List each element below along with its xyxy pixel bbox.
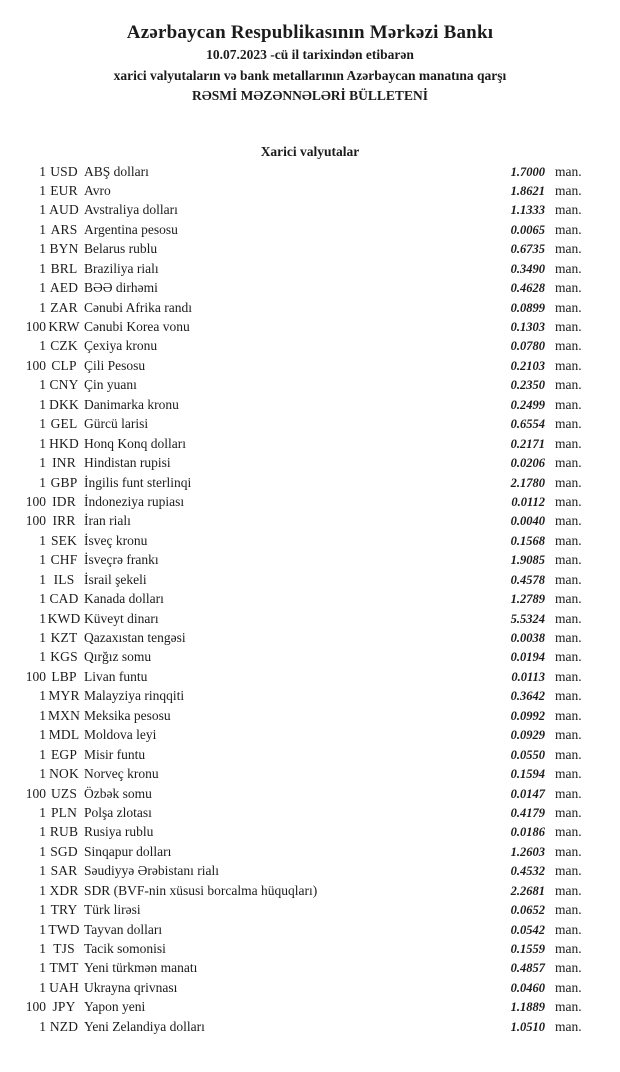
currency-name: Avro: [84, 182, 111, 198]
rate-row: [0, 358, 620, 377]
currency-name: Polşa zlotası: [84, 804, 152, 820]
quantity-value: 1: [39, 532, 46, 548]
currency-code: USD: [50, 163, 78, 179]
rate-row: [0, 494, 620, 513]
unit-label: man.: [555, 727, 582, 743]
quantity-value: 1: [39, 1018, 46, 1034]
rate-value: 0.2171: [510, 436, 545, 451]
rate-value: 0.2350: [510, 378, 545, 393]
currency-code: KWD: [47, 610, 81, 626]
unit-label: man.: [555, 941, 582, 956]
rate-value: 0.1594: [510, 767, 545, 782]
quantity-value: 1: [39, 571, 46, 587]
quantity-value: 1: [39, 824, 46, 840]
rate-value: 0.0147: [510, 786, 545, 801]
rate-row: [0, 591, 620, 610]
quantity-value: 1: [39, 552, 46, 568]
rate-value: 0.4179: [510, 805, 545, 820]
currency-code: KRW: [48, 319, 80, 334]
rate-value: 0.0112: [511, 494, 545, 509]
currency-name: Rusiya rublu: [84, 824, 154, 840]
rate-value: 0.3642: [510, 689, 545, 704]
rate-value: 1.9085: [510, 553, 545, 568]
quantity-value: 1: [39, 416, 46, 432]
unit-label: man.: [555, 610, 582, 626]
rate-value: 0.0652: [510, 903, 545, 918]
rate-row: [0, 999, 620, 1018]
currency-name: Belarus rublu: [84, 241, 158, 257]
rate-value: 0.0542: [510, 922, 545, 937]
currency-name: Cənubi Afrika randı: [84, 299, 192, 315]
quantity-value: 100: [25, 668, 46, 684]
rate-row: [0, 669, 620, 688]
document-header: [0, 0, 620, 107]
currency-code: MXN: [47, 707, 81, 723]
currency-code: CLP: [51, 357, 77, 373]
unit-label: man.: [555, 979, 582, 995]
quantity-value: 1: [39, 163, 46, 179]
currency-code: RUB: [49, 824, 79, 840]
currency-code: GBP: [50, 474, 78, 490]
unit-label: man.: [555, 824, 582, 840]
currency-name: Çin yuanı: [84, 377, 137, 393]
currency-code: JPY: [52, 999, 76, 1015]
currency-name: Argentina pesosu: [84, 221, 178, 237]
rate-row: [0, 941, 620, 960]
rate-row: [0, 475, 620, 494]
unit-label: man.: [555, 319, 582, 334]
currency-name: İsveç kronu: [84, 532, 148, 548]
currency-name: Honq Konq dolları: [84, 435, 186, 451]
unit-label: man.: [555, 591, 582, 607]
currency-code: IDR: [52, 493, 76, 509]
currency-name: SDR (BVF-nin xüsusi borcalma hüquqları): [84, 882, 318, 898]
unit-label: man.: [555, 766, 582, 782]
quantity-value: 1: [39, 921, 46, 937]
rate-row: [0, 280, 620, 299]
rate-value: 0.4578: [510, 572, 545, 587]
unit-label: man.: [555, 299, 582, 315]
currency-code: CHF: [50, 552, 78, 568]
rate-row: [0, 436, 620, 455]
rate-value: 0.0206: [510, 456, 545, 471]
currency-code: LBP: [51, 668, 77, 684]
unit-label: man.: [555, 921, 582, 937]
subtitle-line: xarici valyutaların və bank metallarının Azərbaycan manatına qarşı: [113, 67, 507, 83]
currency-name: Kanada dolları: [84, 591, 164, 607]
currency-name: Tayvan dolları: [84, 921, 163, 937]
currency-name: Yeni Zelandiya dolları: [84, 1018, 205, 1034]
quantity-value: 100: [25, 513, 46, 529]
currency-name: Səudiyyə Ərəbistanı rialı: [84, 863, 219, 879]
unit-label: man.: [555, 474, 582, 490]
quantity-value: 1: [39, 455, 46, 471]
unit-label: man.: [555, 1018, 582, 1034]
quantity-value: 1: [39, 260, 46, 276]
currency-code: TJS: [53, 941, 75, 956]
currency-name: İsveçrə frankı: [84, 552, 159, 568]
unit-label: man.: [555, 882, 582, 898]
unit-label: man.: [555, 357, 582, 373]
rate-row: [0, 805, 620, 824]
rate-value: 2.2681: [510, 883, 545, 898]
currency-code: BRL: [50, 260, 78, 276]
quantity-value: 1: [39, 435, 46, 451]
quantity-value: 1: [39, 396, 46, 412]
currency-name: Malayziya rinqqiti: [84, 688, 185, 704]
rate-row: [0, 572, 620, 591]
currency-name: Braziliya rialı: [84, 260, 159, 276]
currency-code: CNY: [49, 377, 79, 393]
rate-value: 0.4628: [510, 281, 545, 296]
rate-row: [0, 241, 620, 260]
currency-code: UZS: [50, 785, 78, 801]
quantity-value: 1: [39, 299, 46, 315]
currency-code: INR: [52, 455, 76, 471]
currency-name: Qırğız somu: [84, 649, 152, 665]
unit-label: man.: [555, 182, 582, 198]
quantity-value: 1: [39, 610, 46, 626]
currency-name: Gürcü larisi: [84, 416, 149, 432]
currency-code: NOK: [49, 766, 79, 782]
rate-value: 5.5324: [510, 611, 545, 626]
rate-row: [0, 883, 620, 902]
currency-code: MYR: [48, 688, 80, 704]
quantity-value: 1: [39, 377, 46, 393]
unit-label: man.: [555, 804, 582, 820]
quantity-value: 1: [39, 338, 46, 354]
quantity-value: 1: [39, 241, 46, 257]
currency-code: CZK: [50, 338, 78, 354]
currency-name: Norveç kronu: [84, 766, 159, 782]
rate-row: [0, 1019, 620, 1038]
currency-name: Tacik somonisi: [84, 941, 166, 956]
currency-name: Yapon yeni: [84, 999, 146, 1015]
rate-value: 0.0929: [510, 728, 545, 743]
currency-code: KGS: [50, 649, 78, 665]
quantity-value: 1: [39, 804, 46, 820]
rate-value: 0.0040: [510, 514, 545, 529]
currency-code: ARS: [50, 221, 78, 237]
rate-value: 0.0186: [510, 825, 545, 840]
currency-code: IRR: [52, 513, 76, 529]
unit-label: man.: [555, 902, 582, 918]
unit-label: man.: [555, 649, 582, 665]
unit-label: man.: [555, 532, 582, 548]
bulletin-title: RƏSMİ MƏZƏNNƏLƏRİ BÜLLETENİ: [192, 88, 428, 103]
rate-value: 0.0460: [510, 980, 545, 995]
currency-name: BƏƏ dirhəmi: [84, 280, 158, 296]
unit-label: man.: [555, 999, 582, 1015]
currency-name: Livan funtu: [84, 668, 148, 684]
quantity-value: 1: [39, 707, 46, 723]
rate-row: [0, 533, 620, 552]
rate-row: [0, 844, 620, 863]
rate-value: 0.1568: [510, 533, 545, 548]
currency-name: İngilis funt sterlinqi: [84, 474, 192, 490]
unit-label: man.: [555, 455, 582, 471]
currency-code: CAD: [49, 591, 79, 607]
quantity-value: 1: [39, 280, 46, 296]
currency-name: Özbək somu: [84, 785, 152, 801]
quantity-value: 1: [39, 941, 46, 956]
unit-label: man.: [555, 630, 582, 645]
currency-name: Ukrayna qrivnası: [84, 979, 178, 995]
rate-row: [0, 824, 620, 843]
unit-label: man.: [555, 493, 582, 509]
unit-label: man.: [555, 202, 582, 218]
rate-row: [0, 902, 620, 921]
rate-row: [0, 377, 620, 396]
rate-value: 1.2603: [510, 844, 545, 859]
rate-value: 0.4857: [510, 961, 545, 976]
rate-row: [0, 649, 620, 668]
quantity-value: 100: [25, 493, 46, 509]
rate-row: [0, 261, 620, 280]
quantity-value: 1: [39, 649, 46, 665]
currency-name: ABŞ dolları: [84, 163, 149, 179]
unit-label: man.: [555, 416, 582, 432]
quantity-value: 1: [39, 688, 46, 704]
currency-name: Küveyt dinarı: [84, 610, 159, 626]
quantity-value: 1: [39, 902, 46, 918]
quantity-value: 1: [39, 979, 46, 995]
unit-label: man.: [555, 960, 582, 976]
unit-label: man.: [555, 571, 582, 587]
currency-code: GEL: [50, 416, 78, 432]
currency-name: Çexiya kronu: [84, 338, 158, 354]
rate-row: [0, 747, 620, 766]
unit-label: man.: [555, 377, 582, 393]
currency-name: Cənubi Korea vonu: [84, 319, 190, 334]
quantity-value: 1: [39, 591, 46, 607]
rate-row: [0, 708, 620, 727]
unit-label: man.: [555, 163, 582, 179]
currency-code: HKD: [49, 435, 79, 451]
rate-value: 0.0194: [510, 650, 545, 665]
rate-row: [0, 455, 620, 474]
quantity-value: 1: [39, 960, 46, 976]
currency-name: Yeni türkmən manatı: [84, 960, 198, 976]
quantity-value: 1: [39, 882, 46, 898]
currency-name: Avstraliya dolları: [84, 202, 178, 218]
currency-code: SGD: [50, 843, 78, 859]
unit-label: man.: [555, 221, 582, 237]
rate-value: 0.1303: [510, 320, 545, 334]
unit-label: man.: [555, 785, 582, 801]
currency-name: Hindistan rupisi: [84, 455, 171, 471]
rate-value: 1.7000: [510, 164, 545, 179]
rate-value: 0.0899: [510, 300, 545, 315]
quantity-value: 100: [25, 785, 46, 801]
unit-label: man.: [555, 668, 582, 684]
rate-value: 1.8621: [510, 183, 545, 198]
rate-value: 0.1559: [510, 942, 545, 956]
currency-name: Çili Pesosu: [84, 357, 146, 373]
rate-value: 0.3490: [510, 261, 545, 276]
unit-label: man.: [555, 843, 582, 859]
currency-code: SEK: [50, 532, 78, 548]
rate-row: [0, 338, 620, 357]
rate-row: [0, 960, 620, 979]
rate-row: [0, 552, 620, 571]
rate-row: [0, 319, 620, 338]
currency-code: PLN: [50, 804, 78, 820]
currency-name: Sinqapur dolları: [84, 843, 172, 859]
currency-code: TRY: [50, 902, 78, 918]
unit-label: man.: [555, 513, 582, 529]
currency-code: TMT: [49, 960, 79, 976]
rate-value: 0.6554: [510, 417, 545, 432]
rate-row: [0, 513, 620, 532]
quantity-value: 1: [39, 474, 46, 490]
rate-value: 1.2789: [510, 592, 545, 607]
quantity-value: 100: [25, 319, 46, 334]
rate-value: 0.0038: [510, 631, 545, 645]
currency-name: Danimarka kronu: [84, 396, 179, 412]
quantity-value: 1: [39, 863, 46, 879]
rate-row: [0, 688, 620, 707]
currency-name: İsrail şekeli: [84, 571, 147, 587]
rate-row: [0, 630, 620, 649]
currency-code: ZAR: [50, 299, 78, 315]
rate-value: 0.2103: [510, 358, 545, 373]
quantity-value: 1: [39, 202, 46, 218]
currency-code: KZT: [50, 630, 78, 645]
currency-code: AUD: [49, 202, 79, 218]
quantity-value: 1: [39, 182, 46, 198]
bank-name-title: Azərbaycan Respublikasının Mərkəzi Bankı: [126, 22, 494, 43]
currency-code: ILS: [53, 571, 75, 587]
currency-code: SAR: [50, 863, 78, 879]
rate-value: 1.1333: [510, 203, 545, 218]
quantity-value: 1: [39, 727, 46, 743]
rate-row: [0, 611, 620, 630]
quantity-value: 1: [39, 843, 46, 859]
currency-name: Türk lirəsi: [84, 902, 141, 918]
quantity-value: 1: [39, 766, 46, 782]
rates-table: [0, 164, 620, 1039]
unit-label: man.: [555, 280, 582, 296]
quantity-value: 1: [39, 746, 46, 762]
unit-label: man.: [555, 863, 582, 879]
effective-date-line: 10.07.2023 -cü il tarixindən etibarən: [206, 47, 414, 62]
currency-code: UAH: [49, 979, 79, 995]
unit-label: man.: [555, 746, 582, 762]
unit-label: man.: [555, 688, 582, 704]
rate-row: [0, 183, 620, 202]
unit-label: man.: [555, 435, 582, 451]
currency-name: Moldova leyi: [84, 727, 157, 743]
currency-name: Meksika pesosu: [84, 707, 171, 723]
rate-row: [0, 922, 620, 941]
unit-label: man.: [555, 260, 582, 276]
section-title-foreign-currencies: Xarici valyutalar: [260, 143, 360, 159]
currency-code: MDL: [48, 727, 80, 743]
currency-code: BYN: [49, 241, 79, 257]
quantity-value: 100: [25, 999, 46, 1015]
rate-value: 0.0065: [510, 222, 545, 237]
currency-code: DKK: [49, 396, 79, 412]
currency-name: İran rialı: [84, 513, 131, 529]
currency-code: AED: [49, 280, 79, 296]
rate-row: [0, 766, 620, 785]
unit-label: man.: [555, 338, 582, 354]
rate-value: 0.2499: [510, 397, 545, 412]
rate-value: 2.1780: [510, 475, 545, 490]
rate-value: 1.0510: [510, 1019, 545, 1034]
rate-row: [0, 164, 620, 183]
rate-value: 0.0992: [510, 708, 545, 723]
quantity-value: 100: [25, 357, 46, 373]
unit-label: man.: [555, 396, 582, 412]
rate-value: 1.1889: [510, 1000, 545, 1015]
currency-code: EUR: [50, 182, 78, 198]
rate-row: [0, 300, 620, 319]
rate-row: [0, 980, 620, 999]
currency-name: Misir funtu: [84, 746, 146, 762]
currency-name: Qazaxıstan tengəsi: [84, 630, 186, 645]
currency-code: TWD: [48, 921, 80, 937]
currency-code: NZD: [49, 1018, 79, 1034]
currency-code: XDR: [49, 882, 79, 898]
rate-value: 0.0550: [510, 747, 545, 762]
currency-code: EGP: [50, 746, 78, 762]
rate-row: [0, 863, 620, 882]
rate-row: [0, 202, 620, 221]
unit-label: man.: [555, 707, 582, 723]
rate-row: [0, 397, 620, 416]
rate-value: 0.4532: [510, 864, 545, 879]
unit-label: man.: [555, 241, 582, 257]
rate-row: [0, 222, 620, 241]
rate-value: 0.0113: [511, 669, 545, 684]
rate-row: [0, 727, 620, 746]
unit-label: man.: [555, 552, 582, 568]
rate-value: 0.0780: [510, 339, 545, 354]
rate-row: [0, 786, 620, 805]
rate-value: 0.6735: [510, 242, 545, 257]
quantity-value: 1: [39, 630, 46, 645]
rate-row: [0, 416, 620, 435]
currency-name: İndoneziya rupiası: [84, 493, 185, 509]
quantity-value: 1: [39, 221, 46, 237]
